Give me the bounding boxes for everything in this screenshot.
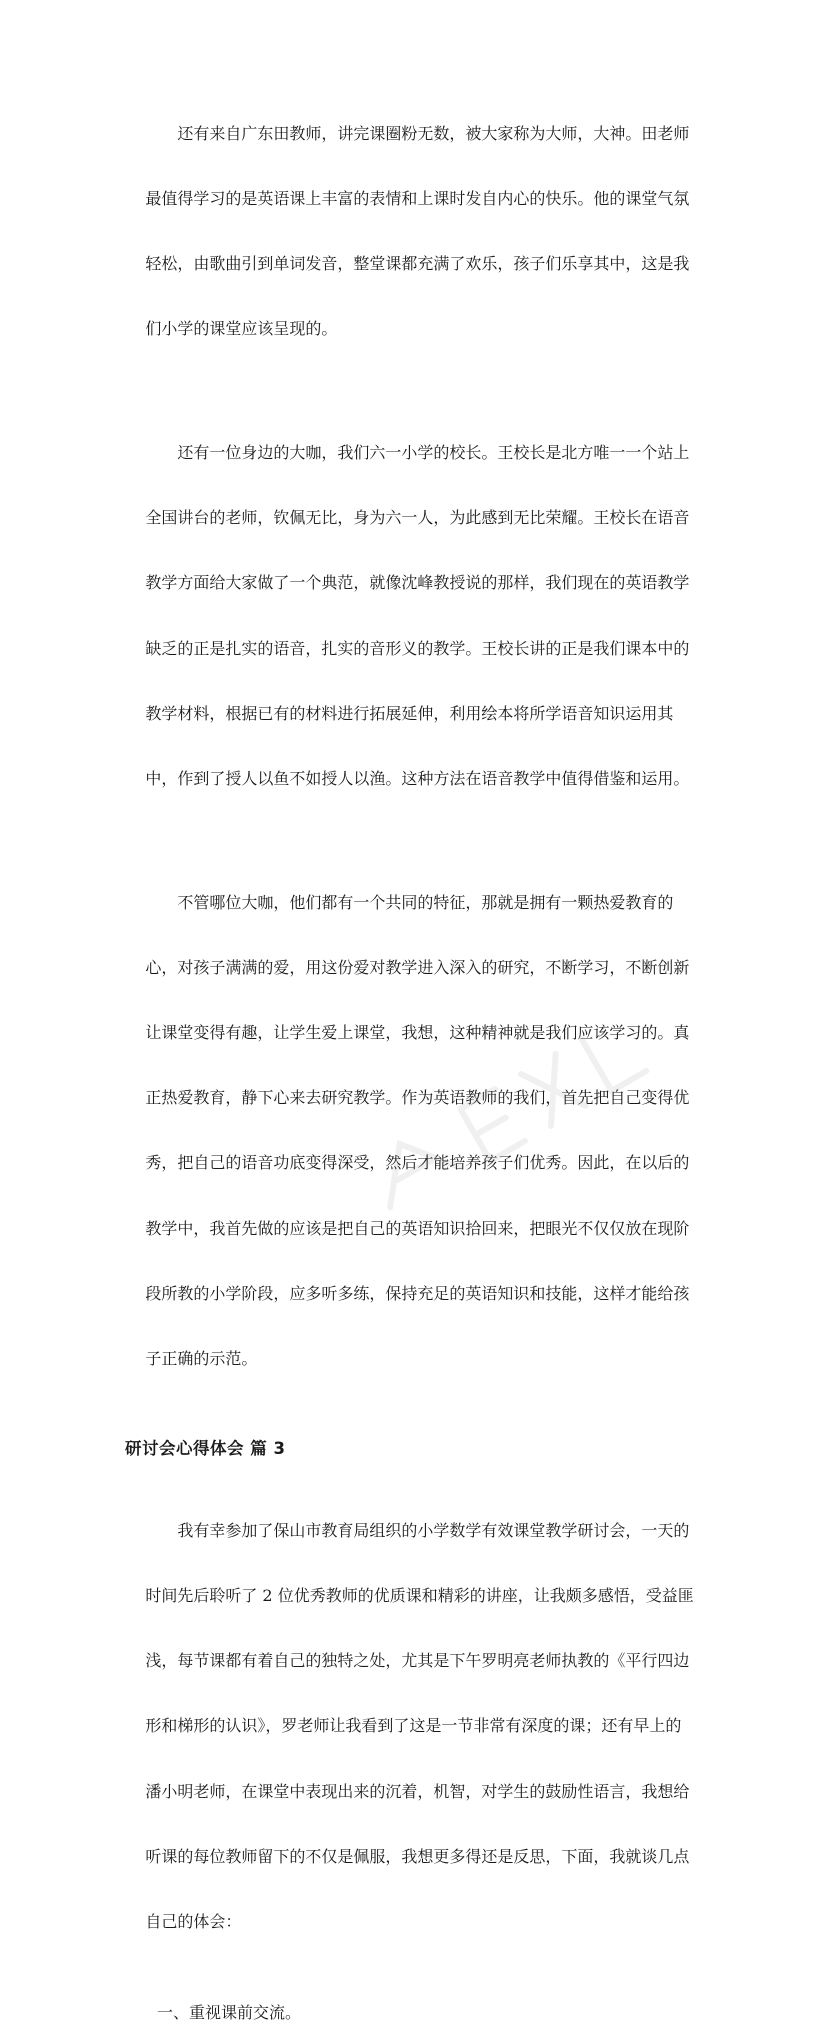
text-line: 秀，把自己的语音功底变得深受，然后才能培养孩子们优秀。因此，在以后的 <box>145 1153 690 1173</box>
text-line: 全国讲台的老师，钦佩无比，身为六一人，为此感到无比荣耀。王校长在语音 <box>145 508 690 528</box>
paragraph-tian-teacher <box>125 85 700 378</box>
text-line: 心，对孩子满满的爱，用这份爱对教学进入深入的研究，不断学习，不断创新 <box>145 957 690 977</box>
paragraph-section3-intro <box>125 1482 700 1971</box>
text-line: 缺乏的正是扎实的语音，扎实的音形义的教学。王校长讲的正是我们课本中的 <box>145 638 690 658</box>
text-line: 还有一位身边的大咖，我们六一小学的校长。王校长是北方唯一一个站上 <box>145 442 690 462</box>
text-line: 教学材料，根据已有的材料进行拓展延伸，利用绘本将所学语音知识运用其 <box>145 703 674 723</box>
text-line: 浅，每节课都有着自己的独特之处，尤其是下午罗明亮老师执教的《平行四边 <box>145 1651 690 1671</box>
text-line: 正热爱教育，静下心来去研究教学。作为英语教师的我们，首先把自己变得优 <box>145 1088 690 1108</box>
text-line: 我有幸参加了保山市教育局组织的小学数学有效课堂教学研讨会，一天的 <box>145 1520 690 1540</box>
text-line: 教学方面给大家做了一个典范，就像沈峰教授说的那样，我们现在的英语教学 <box>145 573 690 593</box>
text-line: 形和梯形的认识》，罗老师让我看到了这是一节非常有深度的课；还有早上的 <box>145 1716 682 1736</box>
section-heading: 研讨会心得体会 篇 3 <box>125 1439 286 1459</box>
text-line: 中，作到了授人以鱼不如授人以渔。这种方法在语音教学中值得借鉴和运用。 <box>145 768 690 788</box>
text-line: 们小学的课堂应该呈现的。 <box>145 319 338 339</box>
paragraph-principal-wang <box>125 404 700 828</box>
text-line: 时间先后聆听了 2 位优秀教师的优质课和精彩的讲座，让我颇多感悟，受益匪 <box>145 1585 694 1605</box>
text-line: 让课堂变得有趣，让学生爱上课堂，我想，这种精神就是我们应该学习的。真 <box>145 1023 690 1043</box>
text-line: 轻松，由歌曲引到单词发音，整堂课都充满了欢乐，孩子们乐享其中，这是我 <box>145 253 690 273</box>
document-page <box>125 85 700 2030</box>
list-item-first-point: 一、重视课前交流。 <box>125 2003 302 2023</box>
text-line: 自己的体会： <box>145 1911 242 1931</box>
text-line: 不管哪位大咖，他们都有一个共同的特征，那就是拥有一颗热爱教育的 <box>145 892 674 912</box>
text-line: 最值得学习的是英语课上丰富的表情和上课时发自内心的快乐。他的课堂气氛 <box>145 188 690 208</box>
text-line: 子正确的示范。 <box>145 1348 258 1368</box>
paragraph-common-features <box>125 854 700 1408</box>
text-line: 教学中，我首先做的应该是把自己的英语知识拾回来，把眼光不仅仅放在现阶 <box>145 1218 690 1238</box>
text-line: 听课的每位教师留下的不仅是佩服，我想更多得还是反思，下面，我就谈几点 <box>145 1846 690 1866</box>
text-line: 潘小明老师，在课堂中表现出来的沉着，机智，对学生的鼓励性语言，我想给 <box>145 1781 690 1801</box>
text-line: 还有来自广东田教师，讲完课圈粉无数，被大家称为大师，大神。田老师 <box>145 123 690 143</box>
text-line: 段所教的小学阶段，应多听多练，保持充足的英语知识和技能，这样才能给孩 <box>145 1283 690 1303</box>
